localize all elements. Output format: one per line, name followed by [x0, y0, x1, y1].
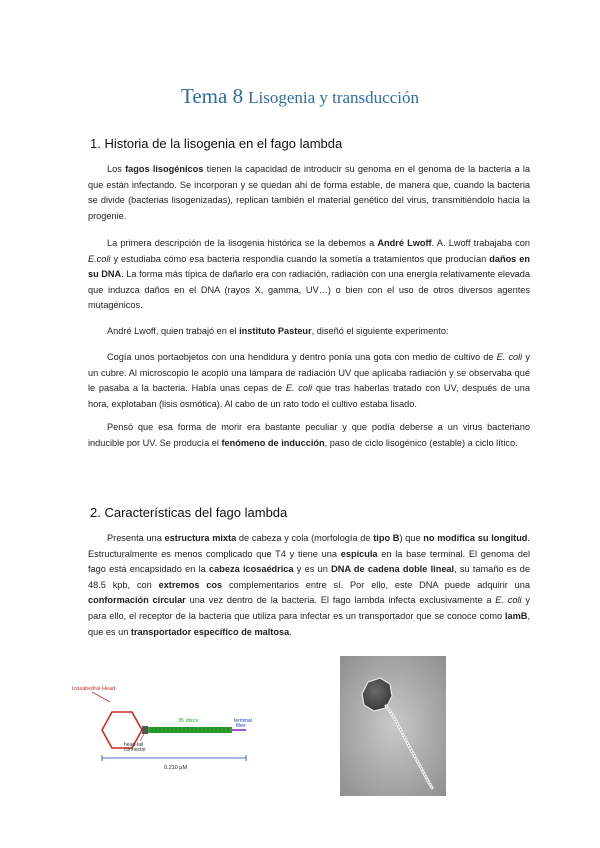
- title-text: Lisogenia y transducción: [248, 88, 419, 107]
- bold-text: DNA de cadena doble lineal: [331, 564, 455, 575]
- bold-text: extremos cos: [158, 579, 223, 590]
- text: Pensó que esa forma de morir era bastante peculiar y que podía deberse a un virus bacteriano inducible por UV. Se producía el: [88, 422, 530, 448]
- text: .: [289, 626, 292, 637]
- italic-text: E. coli: [285, 383, 313, 394]
- terminal-label: terminal: [234, 718, 252, 724]
- phage-micrograph-image: [340, 656, 446, 796]
- bold-text: cabeza icosaédrica: [209, 564, 294, 575]
- bold-text: estructura mixta: [164, 533, 237, 543]
- text: en la base terminal. El genoma del fago está encapsidado en la: [88, 548, 530, 575]
- text: . Estructuralmente es menos complicado que T4 y tiene una: [88, 533, 530, 559]
- italic-text: E. coli: [495, 595, 522, 606]
- head-tail-connector: [142, 726, 148, 734]
- page-title: [0, 84, 600, 110]
- text: , su tamaño es de 48.5 kpb, con: [88, 564, 530, 590]
- head-label: Icosahedral Head: [72, 686, 116, 692]
- text: Presenta una: [107, 533, 165, 543]
- connector-label: head-tail: [124, 742, 144, 748]
- text: tienen la capacidad de introducir su genoma en el genoma de la bacteria a la que están infectando. Se incorporan y se quedan ahí de forma estable, de manera que, cuando la bacteria se divide (bacterias lisogenizadas), replican también el material genético del virus, transmitiéndolo hacia la progenie.: [88, 164, 530, 221]
- bold-text: tipo B: [373, 533, 400, 543]
- phage-tail: [148, 727, 232, 733]
- bold-text: fagos lisogénicos: [125, 164, 204, 174]
- text: . La forma más típica de dañarlo era con radiación, radiación con una energía relativamente elevada que induzca daños en el DNA (rayos X, gamma, UV…) o bien con el uso de otros diversos agentes mutagénicos.: [88, 269, 530, 311]
- text: y un cubre. Al microscopio le acopló una lámpara de radiación UV que aplicaba radiación y se observaba qué le pasaba a la bacteria. Había unas cepas de: [88, 352, 530, 394]
- text: y estudiaba cómo esa bacteria respondía cuando la sometía a tratamientos que producían: [110, 253, 490, 264]
- bold-text: daños en su DNA: [88, 253, 530, 280]
- text: André Lwoff, quien trabajó en el: [107, 326, 240, 336]
- connector-pointer: [140, 734, 144, 741]
- text: complementarios entre sí. Por ello, este DNA puede adquirir una: [222, 579, 531, 590]
- paragraph-4: [88, 350, 530, 412]
- paragraph-6: [88, 531, 530, 640]
- fiber-label: fiber: [236, 723, 246, 729]
- paragraph-5: [88, 420, 530, 451]
- bold-text: no modifica su longitud: [423, 533, 528, 543]
- text: , diseñó el siguiente experimento:: [311, 326, 449, 336]
- text: La primera descripción de la lisogenia histórica se la debemos a: [107, 238, 378, 248]
- bold-text: lamB: [504, 610, 528, 621]
- text: , paso de ciclo lisogénico (estable) a ciclo lítico.: [324, 437, 518, 448]
- italic-text: E. coli: [496, 352, 523, 362]
- text: de cabeza y cola (morfología de: [236, 533, 374, 543]
- text: que tras haberlas tratado con UV, después de una hora, explotaban (lisis osmótica). Al cabo de un rato todo el cultivo estaba lisado.: [88, 383, 530, 409]
- italic-text: E.coli: [88, 253, 111, 264]
- head-pointer: [92, 692, 110, 702]
- text: . A. Lwoff trabajaba con: [431, 238, 530, 248]
- text: una vez dentro de la bacteria. El fago lambda infecta exclusivamente a: [185, 595, 496, 606]
- discs-label: 35 discs: [178, 718, 199, 724]
- paragraph-1: [88, 162, 530, 224]
- paragraph-3: [88, 324, 530, 340]
- micrograph-background: [340, 656, 446, 796]
- bold-text: transportador específico de maltosa: [130, 626, 290, 637]
- bold-text: instituto Pasteur: [239, 326, 312, 336]
- section-heading-1: 1. Historia de la lisogenia en el fago lambda: [90, 136, 343, 151]
- lambda-phage-diagram: [68, 680, 268, 772]
- text: ) que: [399, 533, 424, 543]
- bold-text: André Lwoff: [377, 238, 432, 248]
- bold-text: fenómeno de inducción: [221, 437, 325, 448]
- connector-label-2: connector: [124, 747, 146, 753]
- section-heading-2: 2. Características del fago lambda: [90, 505, 288, 520]
- text: y es un: [293, 564, 332, 575]
- text: Cogía unos portaobjetos con una hendidura y dentro ponía una gota con medio de cultivo de: [107, 352, 497, 362]
- title-prefix: Tema 8: [181, 84, 244, 108]
- scale-label: 0.210 μM: [164, 765, 188, 771]
- paragraph-2: [88, 236, 530, 314]
- text: , que es un: [88, 610, 530, 637]
- text: Los: [107, 164, 126, 174]
- bold-text: espícula: [340, 548, 378, 559]
- bold-text: conformación circular: [88, 595, 186, 606]
- text: y para ello, el receptor de la bacteria que utiliza para infectar es un transportador que se conoce como: [88, 595, 530, 621]
